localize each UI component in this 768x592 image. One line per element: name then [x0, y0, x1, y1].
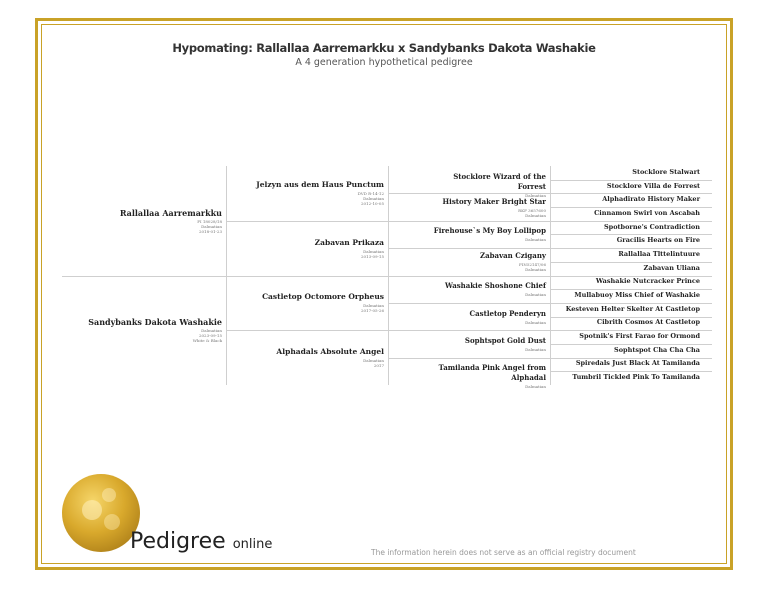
- dog-detail-line: 2017-05-26: [360, 308, 384, 314]
- dog-details: [358, 191, 384, 206]
- dog-name[interactable]: Sophtspot Gold Dust: [464, 335, 546, 345]
- dog-details: [193, 328, 222, 343]
- dog-name[interactable]: Rallallaa Aarremarkku: [119, 207, 222, 218]
- brand-name: Pedigree: [130, 529, 226, 554]
- dog-details: [519, 262, 546, 272]
- dog-name[interactable]: Tamilanda Pink Angel from Alphadal: [438, 363, 546, 383]
- dog-detail-line: 2023-09-15: [198, 333, 222, 339]
- pedigree-cell-gen4: [550, 276, 712, 290]
- dog-detail-line: Dalmatian: [525, 212, 546, 218]
- dog-details: [525, 384, 546, 389]
- pedigree-cell-gen4: [550, 317, 712, 331]
- pedigree-cell-gen4: [550, 262, 712, 276]
- pedigree-cell-gen1: [62, 166, 226, 276]
- dog-detail-line: 2017: [373, 363, 384, 369]
- pedigree-cell-gen4: [550, 193, 712, 207]
- dog-detail-line: FI 18028/18: [197, 218, 222, 224]
- dog-detail-line: 2012-10-05: [360, 201, 384, 207]
- dog-details: [525, 320, 546, 325]
- dog-name[interactable]: Spotborne's Contradiction: [603, 222, 700, 231]
- pedigree-cell-gen2: [226, 276, 388, 331]
- pedigree-cell-gen3: [388, 330, 550, 357]
- dog-name[interactable]: Sandybanks Dakota Washakie: [88, 317, 222, 328]
- pedigree-cell-gen3: [388, 276, 550, 303]
- dog-detail-line: Dalmatian: [525, 267, 546, 273]
- dog-name[interactable]: Stocklore Wizard of the Forrest: [453, 171, 546, 191]
- pedigree-cell-gen4: [550, 358, 712, 372]
- pedigree-cell-gen4: [550, 303, 712, 317]
- dog-detail-line: Dalmatian: [363, 358, 384, 364]
- dog-detail-line: White & Black: [192, 338, 222, 344]
- dog-name[interactable]: Stocklore Stalwart: [632, 167, 700, 176]
- pedigree-cell-gen3: [388, 193, 550, 220]
- dog-name[interactable]: Spiredals Just Black At Tamilanda: [575, 359, 700, 368]
- dog-detail-line: Dalmatian: [201, 328, 222, 334]
- dog-detail-line: Dalmatian: [363, 248, 384, 254]
- pedigree-cell-gen4: [550, 289, 712, 303]
- dog-name[interactable]: Sophtspot Cha Cha Cha: [614, 345, 700, 354]
- pedigree-cell-gen4: [550, 166, 712, 180]
- dog-details: [525, 237, 546, 242]
- dog-detail-line: Dalmatian: [525, 292, 546, 298]
- disclaimer-text: The information herein does not serve as an official registry document: [371, 548, 636, 557]
- dog-name[interactable]: Alphadirato History Maker: [602, 195, 700, 204]
- dog-name[interactable]: Alphadals Absolute Angel: [276, 347, 384, 357]
- dog-name[interactable]: Gracilis Hearts on Fire: [616, 236, 700, 245]
- dog-name[interactable]: Tumbril Tickled Pink To Tamilanda: [572, 373, 700, 382]
- dog-name[interactable]: Spotnik's First Farao for Ormond: [579, 332, 700, 341]
- dog-name[interactable]: Castletop Penderyn: [469, 308, 546, 318]
- dog-details: [197, 219, 222, 234]
- pedigree-cell-gen4: [550, 371, 712, 385]
- dog-name[interactable]: History Maker Bright Star: [442, 196, 546, 206]
- pedigree-cell-gen1: [62, 276, 226, 386]
- pedigree-cell-gen3: [388, 221, 550, 248]
- dog-name[interactable]: Washakie Shoshone Chief: [444, 281, 546, 291]
- dog-name[interactable]: Stocklore Villa de Forrest: [606, 181, 700, 190]
- pedigree-cell-gen3: [388, 166, 550, 198]
- dog-name[interactable]: Zabavan Uliana: [643, 263, 700, 272]
- dog-name[interactable]: Firehouse`s My Boy Lollipop: [433, 226, 546, 236]
- dog-detail-line: Dalmatian: [363, 196, 384, 202]
- dog-details: [525, 347, 546, 352]
- page-title: Hypomating: Rallallaa Aarremarkku x Sandybanks Dakota Washakie: [172, 41, 596, 55]
- pedigree-cell-gen3: [388, 303, 550, 330]
- dog-detail-line: Dalmatian: [525, 237, 546, 243]
- dog-detail-line: 2018-01-23: [198, 228, 222, 234]
- dog-detail-line: FIN52147/06: [518, 262, 546, 268]
- pedigree-cell-gen4: [550, 330, 712, 344]
- pedigree-cell-gen4: [550, 248, 712, 262]
- pedigree-cell-gen2: [226, 166, 388, 221]
- dog-detail-line: DVD R-14-12: [357, 191, 384, 197]
- pedigree-cell-gen4: [550, 207, 712, 221]
- pedigree-cell-gen3: [388, 248, 550, 275]
- pedigree-cell-gen3: [388, 358, 550, 390]
- dog-name[interactable]: Zabavan Prikaza: [314, 237, 384, 247]
- dog-name[interactable]: Zabavan Czigany: [480, 251, 546, 261]
- dog-name[interactable]: Cinnamon Swirl von Ascabah: [594, 208, 700, 217]
- dog-name[interactable]: Jelzyn aus dem Haus Punctum: [256, 180, 384, 190]
- dog-details: [363, 358, 384, 368]
- dog-detail-line: Dalmatian: [363, 303, 384, 309]
- page-subtitle: A 4 generation hypothetical pedigree: [295, 57, 473, 68]
- dog-name[interactable]: Washakie Nutcracker Prince: [595, 277, 700, 286]
- dog-name[interactable]: Mullabuoy Miss Chief of Washakie: [574, 291, 700, 300]
- dog-detail-line: Dalmatian: [525, 346, 546, 352]
- pedigree-cell-gen2: [226, 330, 388, 385]
- pedigree-cell-gen2: [226, 221, 388, 276]
- pedigree-cell-gen4: [550, 221, 712, 235]
- pedigree-cell-gen4: [550, 180, 712, 194]
- dog-name[interactable]: Castletop Octomore Orpheus: [262, 292, 384, 302]
- dog-name[interactable]: Rallallaa Tlttelintuure: [618, 249, 700, 258]
- dog-name[interactable]: Cibrith Cosmos At Castletop: [596, 318, 700, 327]
- dog-detail-line: Dalmatian: [525, 319, 546, 325]
- dog-detail-line: Dalmatian: [201, 223, 222, 229]
- pedigree-cell-gen4: [550, 344, 712, 358]
- pedigree-online-logo-icon: [62, 474, 140, 552]
- dog-details: [525, 292, 546, 297]
- dog-name[interactable]: Kesteven Helter Skelter At Castletop: [565, 304, 700, 313]
- dog-details: [361, 249, 384, 259]
- dog-detail-line: Dalmatian: [525, 384, 546, 390]
- dog-details: [518, 208, 546, 218]
- pedigree-cell-gen4: [550, 234, 712, 248]
- dog-detail-line: Dalmatian: [525, 192, 546, 198]
- dog-details: [361, 303, 384, 313]
- dog-detail-line: RKF 3657600: [518, 207, 546, 213]
- brand-wordmark: [130, 529, 272, 554]
- brand-suffix: online: [232, 537, 273, 552]
- dog-detail-line: 2013-09-15: [360, 253, 384, 259]
